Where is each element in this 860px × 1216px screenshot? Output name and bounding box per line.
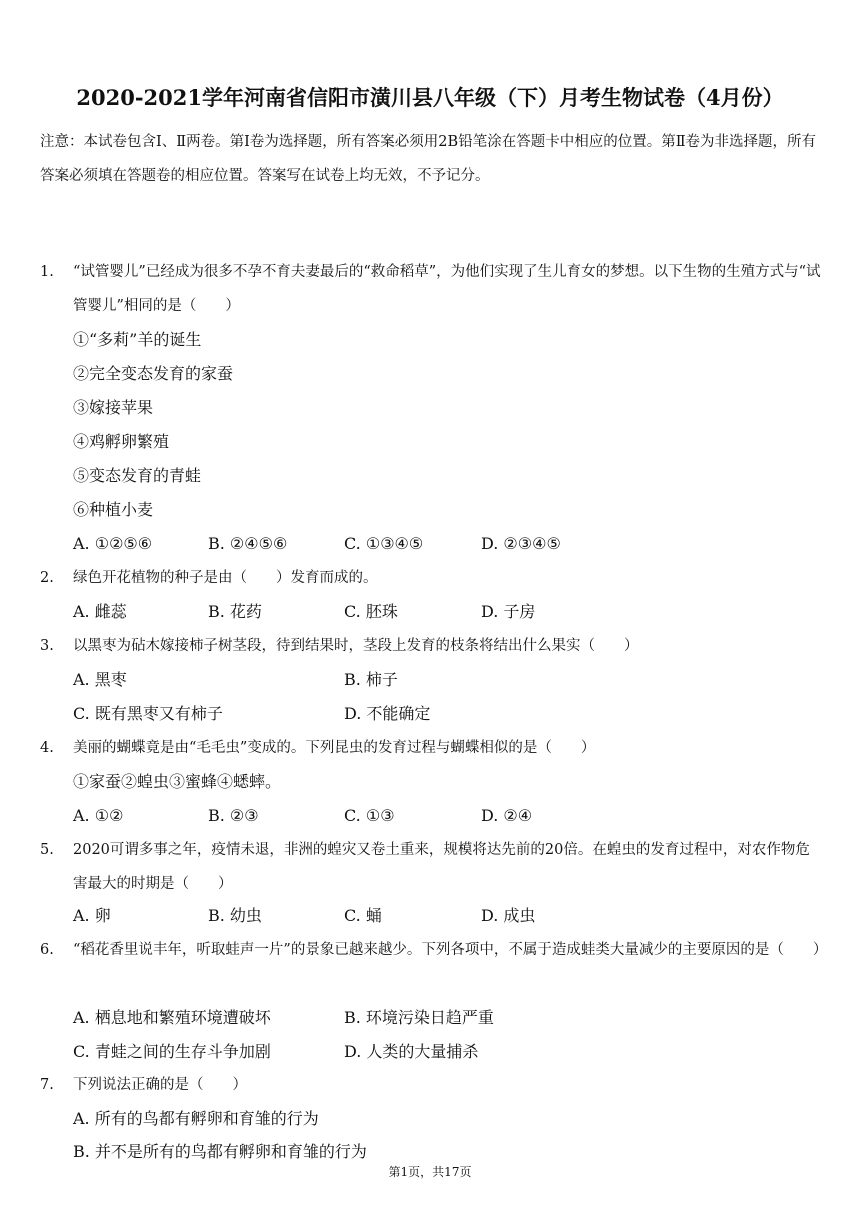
option-a: A. 雌蕊 (73, 602, 127, 621)
option-d: D. 子房 (481, 602, 536, 621)
question-number: 4. (40, 740, 54, 756)
question-item: ③嫁接苹果 (73, 398, 154, 417)
option-a: A. ①② (73, 806, 124, 825)
option-a: A. 所有的鸟都有孵卵和育雏的行为 (73, 1109, 319, 1128)
question-item: ①“多莉”羊的诞生 (73, 330, 202, 349)
option-a: A. ①②⑤⑥ (73, 534, 153, 553)
question-number: 2. (40, 570, 54, 586)
option-c: C. ①③ (344, 806, 395, 825)
question-stem: “稻花香里说丰年，听取蛙声一片”的景象已越来越少。下列各项中，不属于造成蛙类大量减少的主要原因的是（ ） (73, 942, 828, 958)
option-b: B. 并不是所有的鸟都有孵卵和育雏的行为 (73, 1142, 367, 1161)
option-a: A. 黑枣 (73, 670, 127, 689)
option-b: B. 环境污染日趋严重 (344, 1008, 494, 1027)
option-b: B. 幼虫 (208, 906, 262, 925)
question-stem: 美丽的蝴蝶竟是由“毛毛虫”变成的。下列昆虫的发育过程与蝴蝶相似的是（ ） (73, 740, 596, 756)
question-item: ⑤变态发育的青蛙 (73, 466, 202, 485)
exam-title: 2020-2021学年河南省信阳市潢川县八年级（下）月考生物试卷（4月份） (76, 85, 784, 110)
question-number: 3. (40, 638, 54, 654)
page-footer: 第1页，共17页 (388, 1165, 472, 1179)
option-c: C. ①③④⑤ (344, 534, 424, 553)
question-number: 7. (40, 1077, 54, 1093)
exam-notice: 注意：本试卷包含Ⅰ、Ⅱ两卷。第Ⅰ卷为选择题，所有答案必须用2B铅笔涂在答题卡中相应的位置。第Ⅱ卷为非选择题，所有答案必须填在答题卷的相应位置。答案写在试卷上均无效，不予记分。 (40, 134, 817, 184)
option-c: C. 既有黑枣又有柿子 (73, 704, 223, 723)
question-stem: 以黑枣为砧木嫁接柿子树茎段，待到结果时，茎段上发育的枝条将结出什么果实（ ） (73, 638, 639, 654)
question-number: 1. (40, 264, 54, 280)
option-c: C. 青蛙之间的生存斗争加剧 (73, 1042, 271, 1061)
question-stem: 下列说法正确的是（ ） (73, 1077, 247, 1093)
option-b: B. ②③ (208, 806, 259, 825)
option-c: C. 胚珠 (344, 602, 398, 621)
question-stem: 绿色开花植物的种子是由（ ）发育而成的。 (73, 570, 378, 586)
option-b: B. 柿子 (344, 670, 398, 689)
option-d: D. ②④ (481, 806, 533, 825)
option-d: D. 不能确定 (344, 704, 431, 723)
option-b: B. 花药 (208, 602, 262, 621)
option-d: D. 成虫 (481, 906, 536, 925)
option-a: A. 栖息地和繁殖环境遭破坏 (73, 1008, 271, 1027)
question-item: ①家蚕②蝗虫③蜜蜂④蟋蟀。 (73, 772, 282, 791)
question-item: ②完全变态发育的家蚕 (73, 364, 234, 383)
question-stem: 2020可谓多事之年，疫情未退，非洲的蝗灾又卷土重来，规模将达先前的20倍。在蝗虫的发育过程中，对农作物危害最大的时期是（ ） (73, 842, 810, 892)
question-item: ⑥种植小麦 (73, 500, 154, 519)
question-item: ④鸡孵卵繁殖 (73, 432, 170, 451)
option-b: B. ②④⑤⑥ (208, 534, 288, 553)
option-d: D. ②③④⑤ (481, 534, 561, 553)
option-c: C. 蛹 (344, 906, 382, 925)
option-a: A. 卵 (73, 906, 111, 925)
option-d: D. 人类的大量捕杀 (344, 1042, 479, 1061)
question-stem: “试管婴儿”已经成为很多不孕不育夫妻最后的“救命稻草”，为他们实现了生儿育女的梦想。以下生物的生殖方式与“试管婴儿”相同的是（ ） (73, 264, 821, 314)
question-number: 6. (40, 942, 54, 958)
question-number: 5. (40, 842, 54, 858)
